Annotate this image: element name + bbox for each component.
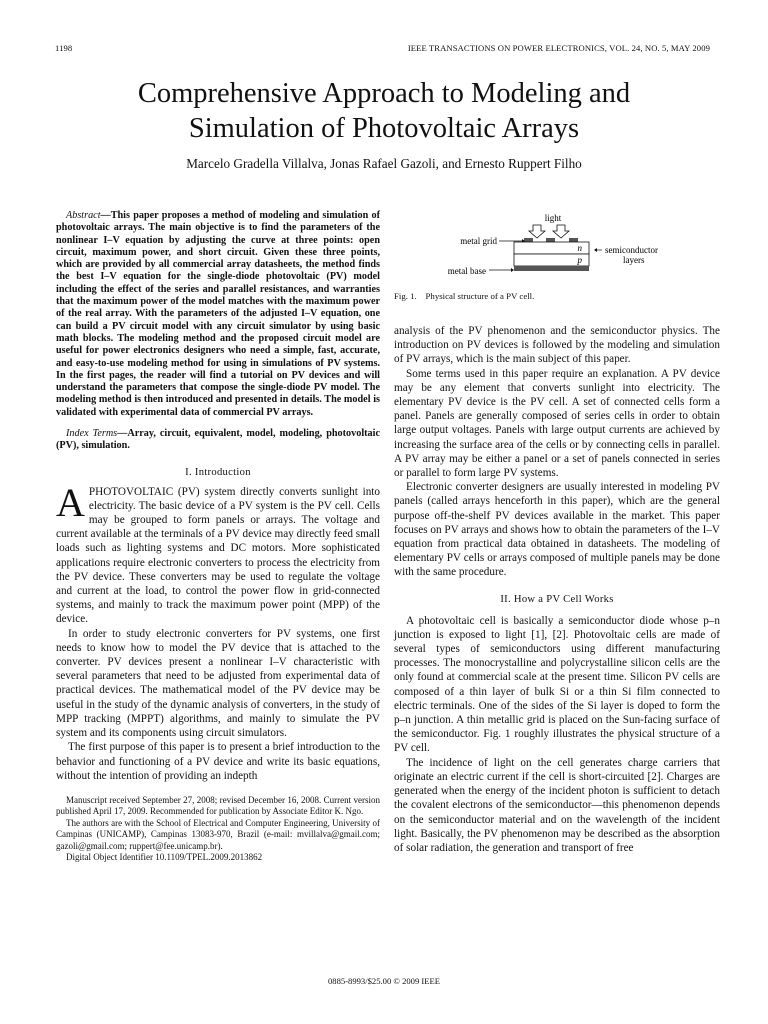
index-terms-lead: Index Terms [66,428,118,440]
right-paragraph-3: Electronic converter designers are usually interested in modeling PV panels (called arrays henceforth in this paper), which are the general purpose off-the-shelf PV devices available in the market. This paper focuses on PV arrays and shows how to obtain the parameters of the I–V equation from practical data obtained in datasheets. The modeling of elementary PV cells or arrays composed of multiple panels may be done with the same procedure. [394,481,720,579]
intro-paragraph-3: The first purpose of this paper is to present a brief introduction to the behavior and functioning of a PV device and write its basic equations, without the intention of providing an indepth [56,741,380,782]
right-paragraph-1: analysis of the PV phenomenon and the semiconductor physics. The introduction on PV devices is followed by the modeling and simulation of PV arrays, which is the main subject of this paper. [394,325,720,366]
label-metal-base: metal base [447,266,486,276]
figure-1 [394,208,720,308]
index-terms [56,428,380,453]
label-semiconductor: semiconductor [605,245,658,255]
section-1-heading: I. Introduction [185,466,251,478]
section-2-paragraph-1: A photovoltaic cell is basically a semiconductor diode whose p–n junction is exposed to light [1], [2]. Photovoltaic cells are made of several types of semiconductors using different manufacturing processes. The monocrystalline and polycrystalline silicon cells are the only found at commercial scale at the present time. Silicon PV cells are composed of a thin layer of bulk Si or a thin Si film connected to electric terminals. One of the sides of the Si layer is doped to form the p–n junction. A thin metallic grid is placed on the Sun-facing surface of the semiconductor. Fig. 1 roughly illustrates the physical structure of a PV cell. [394,614,720,755]
right-paragraph-2: Some terms used in this paper require an explanation. A PV device may be any element that converts sunlight into electricity. The elementary PV device is the PV cell. A set of connected cells form a panel. Panels are generally composed of series cells in order to obtain large output voltages. Panels with large output currents are achieved by increasing the surface area of the cells or by connecting cells in parallel. A PV array may be either a panel or a set of panels connected in series or parallel to form large PV systems. [394,367,720,480]
authors: Marcelo Gradella Villalva, Jonas Rafael Gazoli, and Ernesto Ruppert Filho [186,156,582,171]
section-2-paragraph-2: The incidence of light on the cell generates charge carriers that originate an electric current if the cell is short-circuited [2]. Charges are generated when the energy of the incident photon is sufficient to detach the covalent electrons of the semiconductor—this phenomenon depends on the semiconductor material and on the wavelength of the incident light. Basically, the PV phenomenon may be described as the absorption of solar radiation, the generation and transport of free [394,756,720,854]
footnote-authors: The authors are with the School of Electrical and Computer Engineering, University of Campinas (UNICAMP), Campinas 13083-970, Brazil (e-mail: mvillalva@gmail.com; gazoli@gmail.com; ruppert@fee.unicamp.br). [56,817,380,851]
intro-paragraph-2: In order to study electronic converters for PV systems, one first needs to know how to model the PV device that is attached to the converter. PV devices present a nonlinear I–V characteristic with several parameters that need to be adjusted from experimental data of practical devices. The mathematical model of the PV device may be useful in the study of the dynamic analysis of converters, in the study of MPP tracking (MPPT) algorithms, and mainly to simulate the PV system and its components using circuit simulators. [56,627,380,740]
semiconductor-arrow-icon [594,248,597,252]
issn-footer: 0885-8993/$25.00 © 2009 IEEE [327,976,441,986]
left-column [56,210,380,864]
abstract-lead: Abstract [66,210,101,221]
label-p: p [577,255,582,265]
drop-cap: A [56,479,85,525]
intro-paragraph-1 [56,479,380,627]
footnote-doi: Digital Object Identifier 10.1109/TPEL.2009.2013862 [66,852,263,863]
metal-base-bar [514,266,589,271]
label-layers: layers [623,255,645,265]
label-light: light [544,213,562,223]
title-line-2: Simulation of Photovoltaic Arrays [188,113,580,144]
abstract-text: —This paper proposes a method of modeling and simulation of photovoltaic arrays. The main objective is to find the parameters of the nonlinear I–V equation by adjusting the curve at three points: open circuit, maximum power, and short circuit. Given these three points, which are provided by all commercial array datasheets, the method finds the best I–V equation for the single-diode photovoltaic (PV) model including the effect of the series and parallel resistances, and warranties that the maximum power of the model matches with the maximum power of the real array. With the parameters of the adjusted I–V equation, one can build a PV circuit model with any circuit simulator by using basic math blocks. The modeling method and the proposed circuit model are useful for power electronics designers who need a simple, fast, accurate, and easy-to-use modeling method for using in simulations of PV systems. In the first pages, the reader will find a tutorial on PV devices and will understand the parameters that compose the single-diode PV model. The modeling method is then introduced and presented in details. The model is validated with experimental data of commercial PV arrays. [56,210,380,418]
light-arrows-icon [529,225,569,238]
abstract [56,210,380,419]
figure-1-number: Fig. 1. [394,291,417,301]
metal-grid-bars [524,238,578,242]
label-metal-grid: metal grid [460,236,497,246]
footnote-manuscript: Manuscript received September 27, 2008; revised December 16, 2008. Current version published April 17, 2009. Recommended for publication by Associate Editor K. Ngo. [56,794,380,817]
title-line-1: Comprehensive Approach to Modeling and [137,78,631,109]
metal-base-arrow-icon [511,268,514,272]
right-column [394,324,720,855]
section-2-heading: II. How a PV Cell Works [500,593,614,605]
figure-1-caption-text: Physical structure of a PV cell. [425,291,535,301]
label-n: n [577,243,582,253]
journal-header: IEEE TRANSACTIONS ON POWER ELECTRONICS, VOL. 24, NO. 5, MAY 2009 [407,43,710,53]
footnotes [56,795,380,864]
paper-title [0,76,768,146]
figure-1-caption [394,291,534,301]
index-terms-text: —Array, circuit, equivalent, model, modeling, photovoltaic (PV), simulation. [56,428,380,452]
intro-paragraph-1-text: PHOTOVOLTAIC (PV) system directly converts sunlight into electricity. The basic device of a PV system is the PV cell. Cells may be grouped to form panels or arrays. The voltage and current available at the terminals of a PV device may directly feed small loads such as lighting systems and DC motors. More sophisticated applications require electronic converters to process the electricity from the PV device. These converters may be used to regulate the voltage and current at the load, to control the power flow in grid-connected systems, and mainly to track the maximum power point (MPP) of the device. [56,485,380,626]
page-number: 1198 [55,43,73,53]
